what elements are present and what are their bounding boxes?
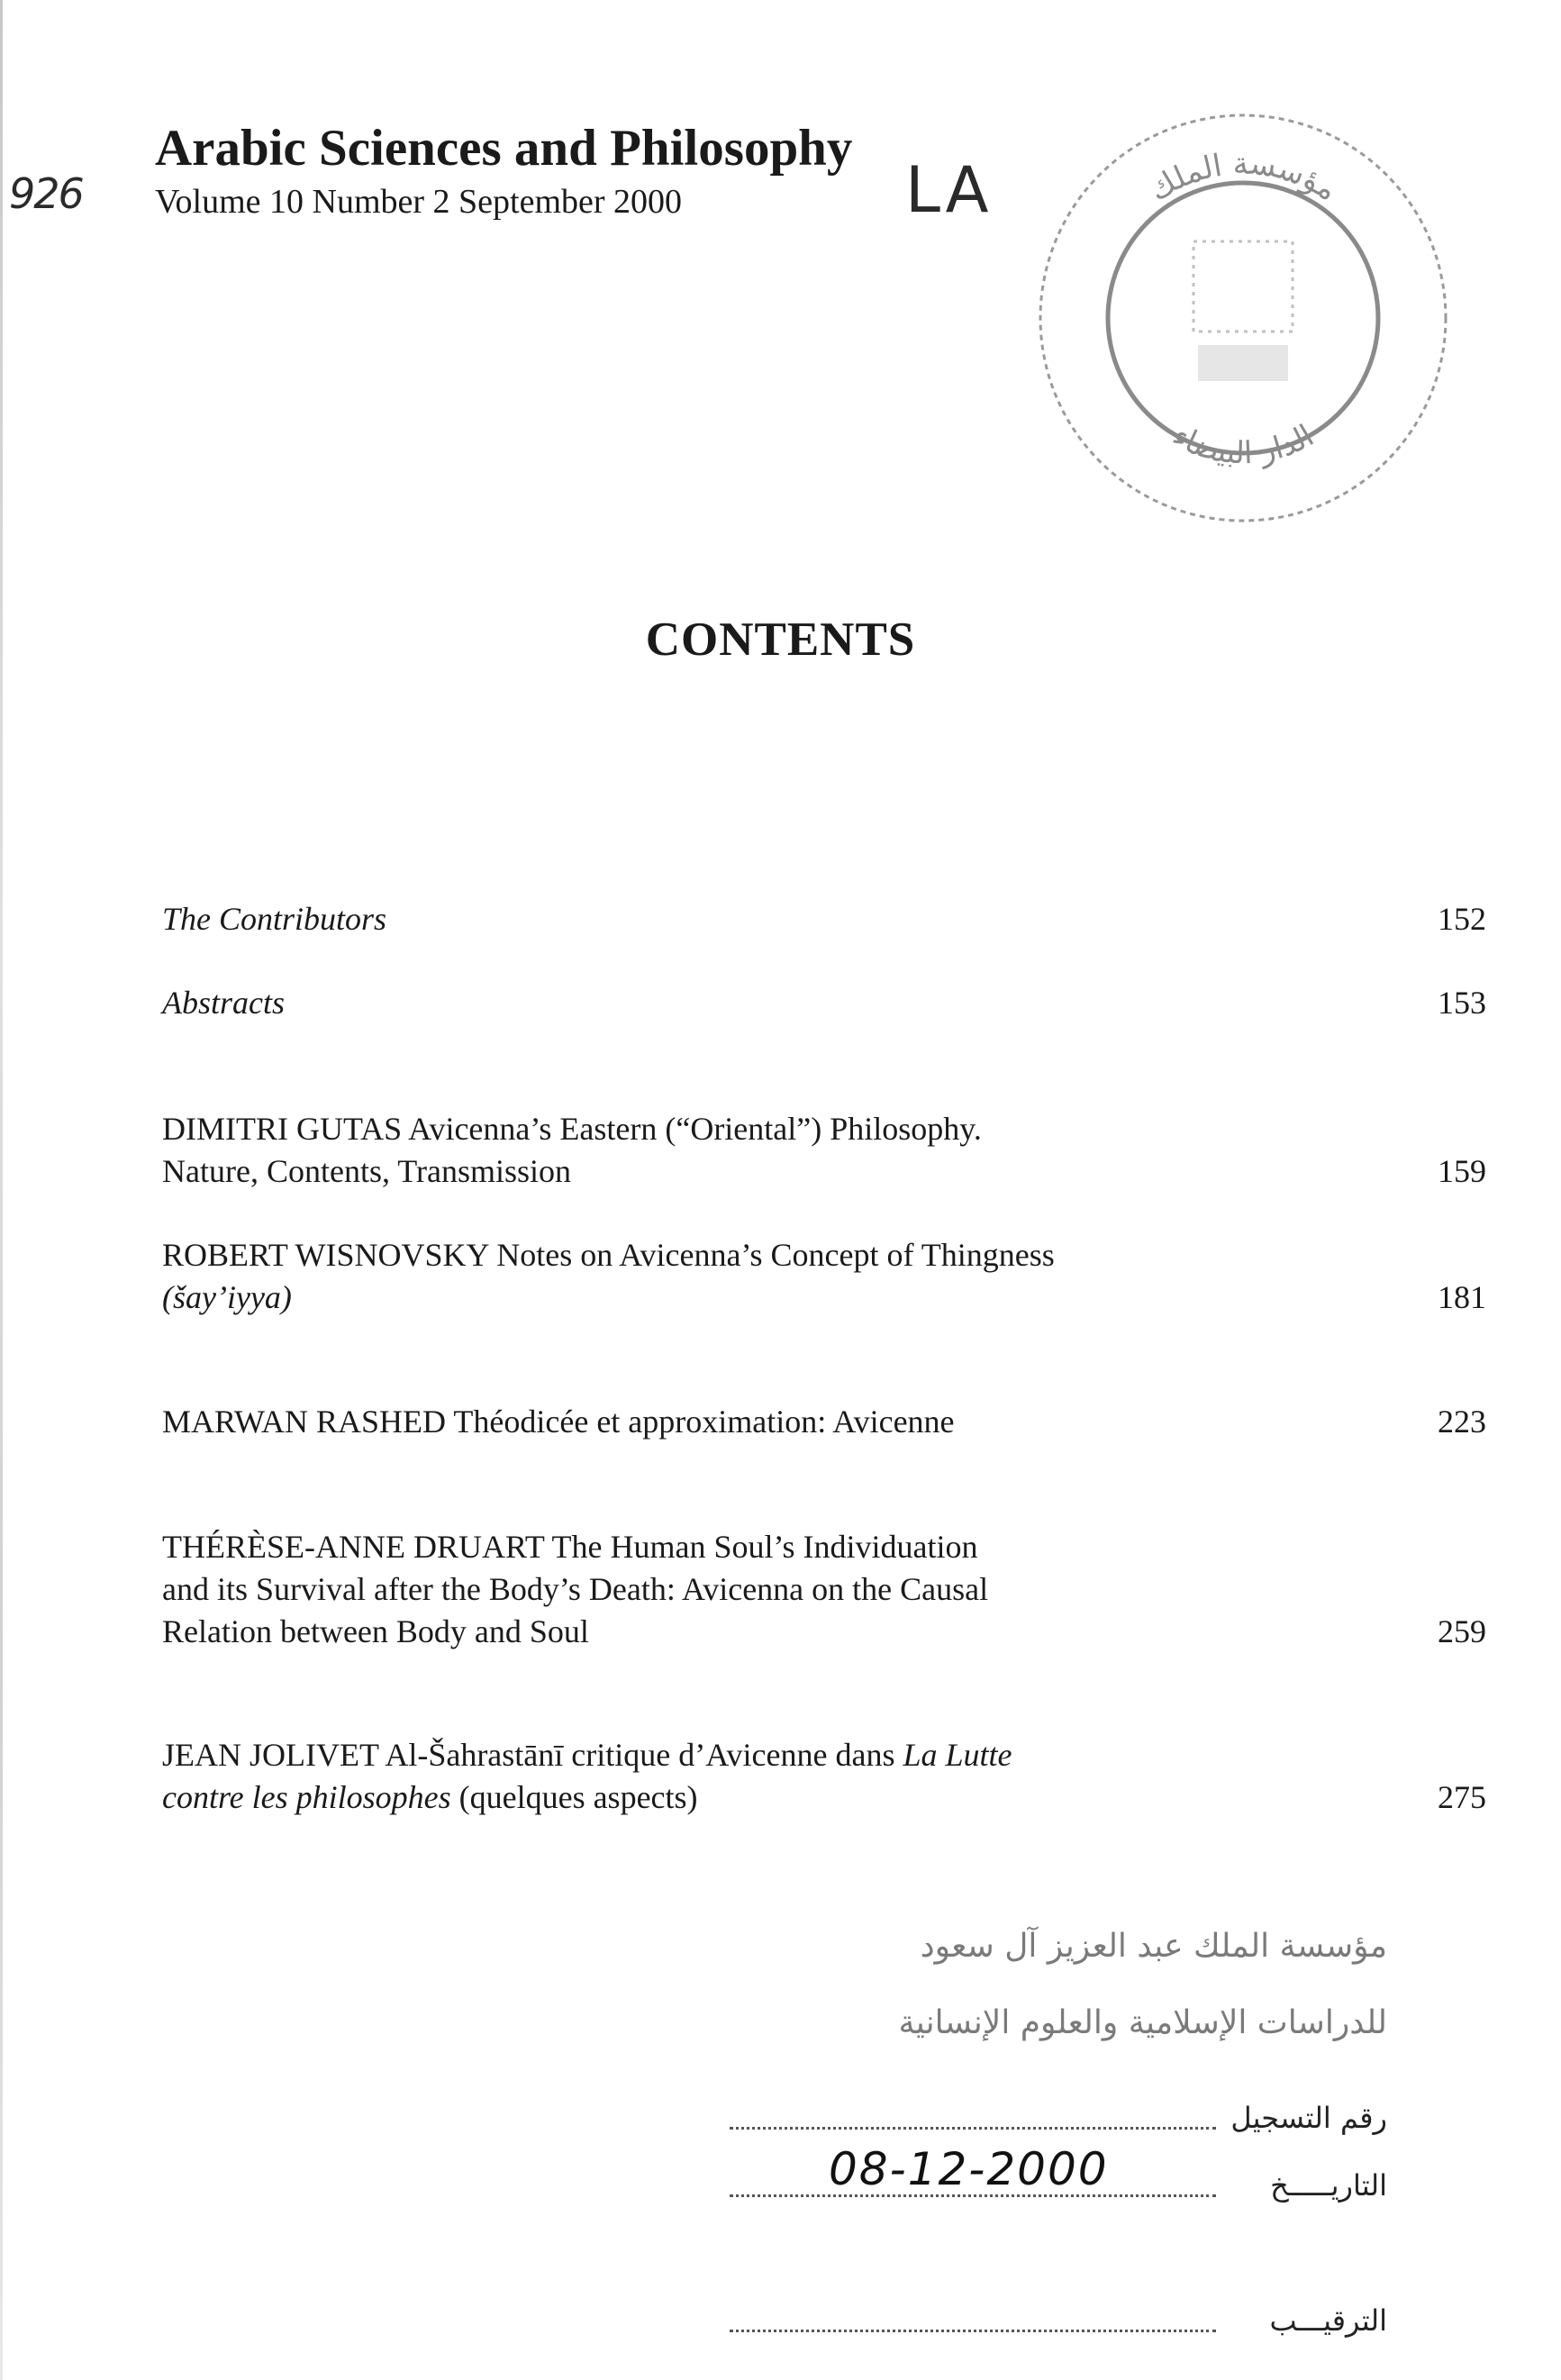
toc-entry-title: The Contributors bbox=[162, 901, 387, 937]
toc-title: (quelques aspects) bbox=[458, 1779, 698, 1815]
toc-entry-rashed bbox=[162, 1401, 1486, 1443]
toc-page-number: 152 bbox=[1438, 901, 1486, 937]
toc-title: Nature, Contents, Transmission bbox=[162, 1153, 572, 1189]
stamp-bottom-text: الدار البيضاء bbox=[1166, 417, 1320, 472]
registration-institution-line2: للدراسات الإسلامية والعلوم الإنسانية bbox=[898, 2004, 1387, 2041]
contents-heading: CONTENTS bbox=[645, 613, 916, 666]
issue-line: Volume 10 Number 2 September 2000 bbox=[155, 183, 683, 221]
registration-order-row bbox=[730, 2284, 1387, 2338]
toc-title-italic: contre les philosophes bbox=[162, 1779, 451, 1815]
toc-title: and its Survival after the Body’s Death: Avicenna on the Causal bbox=[162, 1571, 989, 1607]
registration-date-row bbox=[730, 2143, 1387, 2203]
registration-number-row bbox=[730, 2081, 1387, 2135]
page-edge bbox=[0, 0, 3, 2380]
toc-author: DIMITRI GUTAS bbox=[162, 1111, 403, 1147]
toc-page-number: 181 bbox=[1438, 1279, 1486, 1315]
toc-author: MARWAN RASHED bbox=[162, 1403, 447, 1440]
toc-entry-abstracts bbox=[162, 982, 1486, 1024]
handwritten-number: 926 bbox=[9, 169, 83, 218]
toc-entry-jolivet bbox=[162, 1734, 1486, 1819]
toc-page-number: 259 bbox=[1438, 1613, 1486, 1649]
toc-page-number: 159 bbox=[1438, 1153, 1486, 1189]
toc-title-italic: La Lutte bbox=[903, 1737, 1012, 1773]
toc-entry-druart bbox=[162, 1526, 1486, 1653]
toc-page-number: 275 bbox=[1438, 1779, 1486, 1815]
handwritten-code: LA bbox=[905, 153, 993, 227]
toc-title: Al-Šahrastānī critique d’Avicenne dans bbox=[385, 1737, 895, 1773]
toc-author: THÉRÈSE-ANNE DRUART bbox=[162, 1529, 545, 1565]
dotted-line bbox=[730, 2330, 1216, 2332]
toc-author: ROBERT WISNOVSKY bbox=[162, 1237, 489, 1273]
toc-entry-contributors bbox=[162, 898, 1486, 940]
registration-block bbox=[685, 1919, 1387, 2369]
registration-date-label: التاريـــــخ bbox=[1270, 2168, 1387, 2203]
toc-author: JEAN JOLIVET bbox=[162, 1737, 379, 1773]
journal-title: Arabic Sciences and Philosophy bbox=[155, 120, 853, 177]
registration-institution-line1: مؤسسة الملك عبد العزيز آل سعود bbox=[920, 1928, 1387, 1965]
toc-title: Théodicée et approximation: Avicenne bbox=[453, 1403, 955, 1440]
stamp-top-text: مؤسسة الملك bbox=[1142, 145, 1344, 209]
dotted-line bbox=[730, 2127, 1216, 2130]
toc-title: The Human Soul’s Individuation bbox=[551, 1529, 978, 1565]
toc-page-number: 153 bbox=[1438, 985, 1486, 1021]
registration-date-value: 08-12-2000 bbox=[829, 2143, 1109, 2195]
library-stamp bbox=[1031, 106, 1455, 530]
toc-title: Avicenna’s Eastern (“Oriental”) Philosophy. bbox=[408, 1111, 982, 1147]
registration-number-label: رقم التسجيل bbox=[1230, 2101, 1387, 2135]
toc-entry-wisnovsky bbox=[162, 1234, 1486, 1319]
toc-title: Relation between Body and Soul bbox=[162, 1613, 589, 1649]
toc-title: Notes on Avicenna’s Concept of Thingness bbox=[496, 1237, 1055, 1273]
toc-entry-title: Abstracts bbox=[162, 985, 286, 1021]
toc-page-number: 223 bbox=[1438, 1403, 1486, 1440]
registration-order-label: الترقيـــب bbox=[1269, 2303, 1387, 2338]
toc-title: (šay’iyya) bbox=[162, 1279, 292, 1315]
toc-entry-gutas bbox=[162, 1108, 1486, 1193]
